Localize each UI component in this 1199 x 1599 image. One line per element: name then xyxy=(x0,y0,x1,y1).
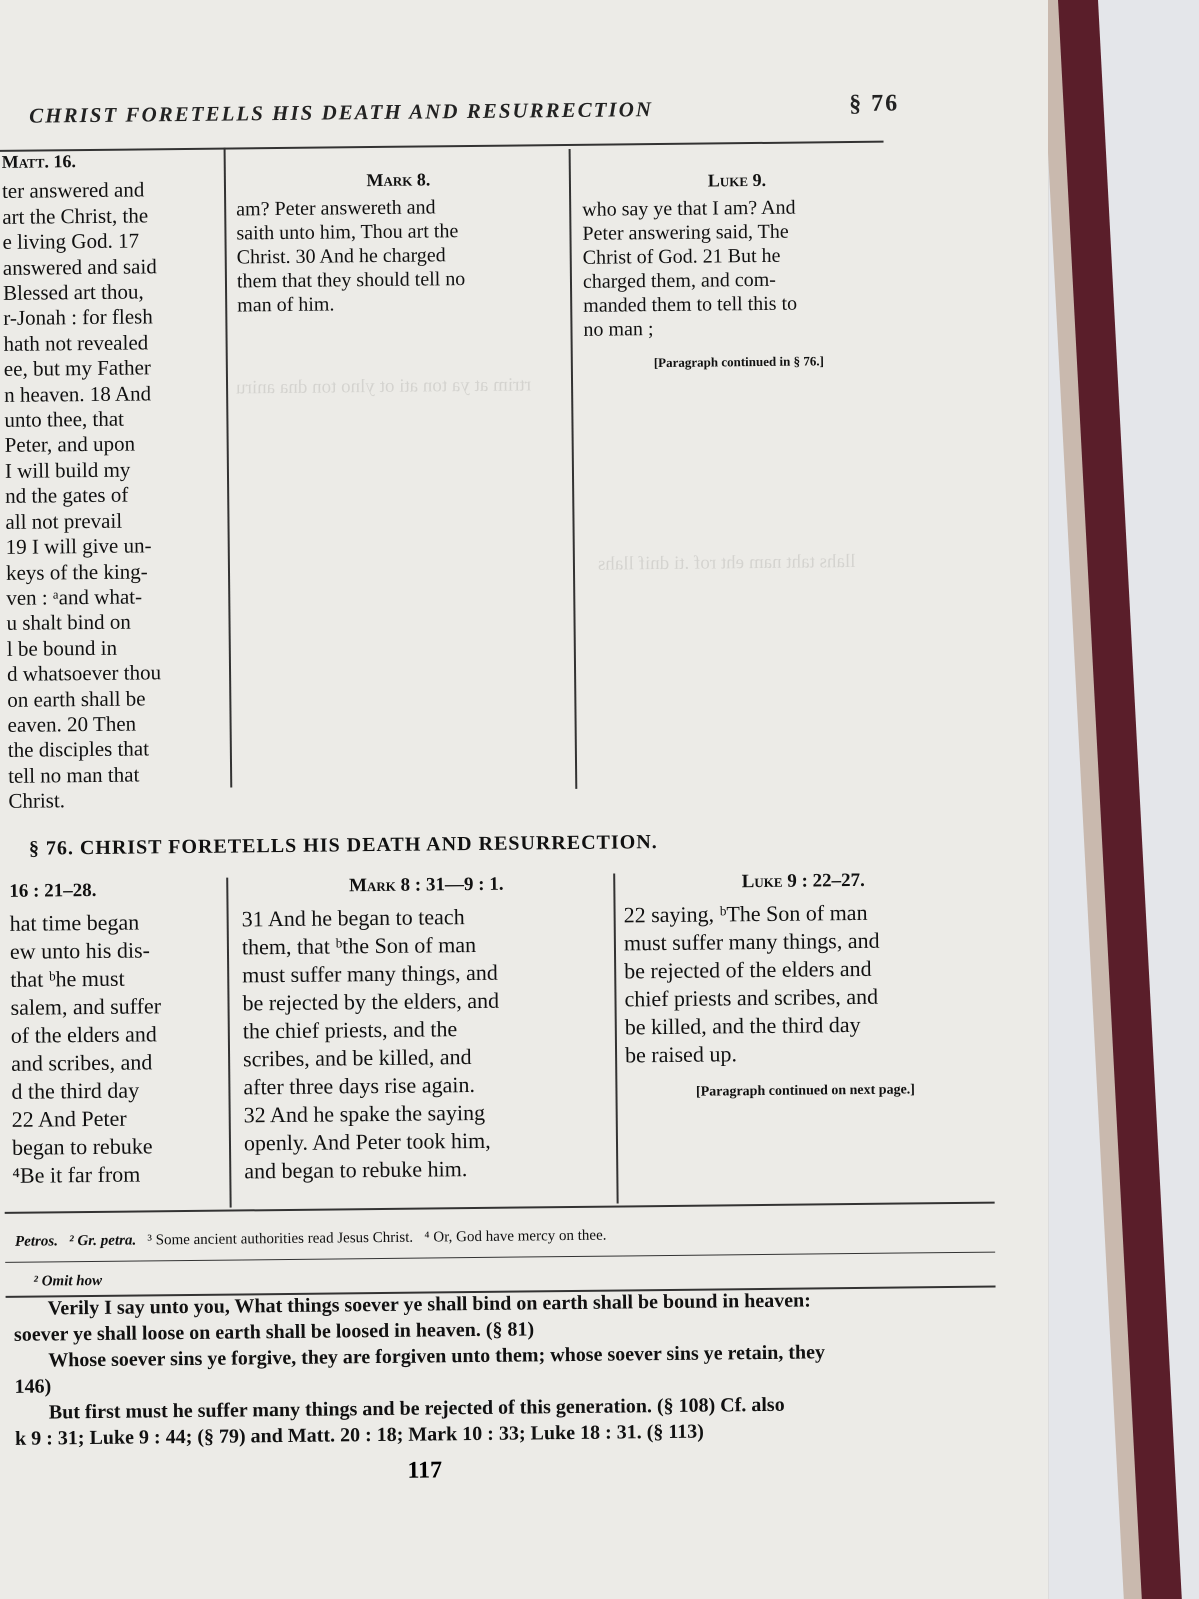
text-line: on earth shall be xyxy=(7,685,146,712)
section-title: § 76. CHRIST FORETELLS HIS DEATH AND RESURRECTION. xyxy=(28,831,658,860)
footnote-omit: ² Omit how xyxy=(33,1272,103,1290)
text-line: the disciples that xyxy=(7,736,150,763)
text-line: d the third day xyxy=(11,1077,140,1104)
reference-line: But first must he suffer many things and be rejected of this generation. (§ 108) Cf. also xyxy=(48,1393,785,1424)
reference-line: soever ye shall loose on earth shall be loosed in heaven. (§ 81) xyxy=(13,1318,535,1346)
reference-line: k 9 : 31; Luke 9 : 44; (§ 79) and Matt. 20 : 18; Mark 10 : 33; Luke 18 : 31. (§ 113) xyxy=(14,1420,705,1450)
text-line: and scribes, and xyxy=(11,1049,153,1076)
text-line: no man ; xyxy=(583,318,654,341)
text-line: ter answered and xyxy=(1,177,145,204)
text-line: l be bound in xyxy=(6,635,118,661)
text-line: 22 saying, ᵇThe Son of man xyxy=(623,899,868,928)
text-line: answered and said xyxy=(2,253,157,280)
text-line: tell no man that xyxy=(7,762,140,788)
text-line: charged them, and com- xyxy=(582,268,776,293)
column-heading: Mark 8 : 31—9 : 1. xyxy=(348,873,504,897)
column-text xyxy=(236,194,562,317)
running-head xyxy=(29,90,900,129)
text-line: ⁴Be it far from xyxy=(12,1161,141,1188)
upper-luke-column xyxy=(582,167,894,376)
text-line: be rejected of the elders and xyxy=(624,955,872,984)
text-line: openly. And Peter took him, xyxy=(243,1127,491,1156)
text-line: d whatsoever thou xyxy=(6,660,162,687)
text-line: of the elders and xyxy=(10,1021,157,1048)
column-heading: Matt. 16. xyxy=(1,151,77,172)
footnotes-line-2 xyxy=(33,1273,102,1291)
text-line: hat time began xyxy=(9,909,140,936)
bleed-through: llahs taht nam eht rof .ti dnif llahs xyxy=(597,550,856,575)
page-number: 117 xyxy=(407,1457,443,1484)
text-line: be killed, and the third day xyxy=(624,1011,861,1040)
text-line: them, that ᵇthe Son of man xyxy=(241,931,477,960)
text-line: e living God. 17 xyxy=(2,228,140,255)
text-line: r-Jonah : for flesh xyxy=(3,304,153,331)
text-line: who say ye that I am? And xyxy=(582,196,796,221)
text-line: that ᵇhe must xyxy=(10,965,125,992)
text-line: after three days rise again. xyxy=(243,1072,476,1100)
reference-line: Whose soever sins ye forgive, they are forgiven unto them; whose soever sins ye retain, they xyxy=(48,1341,826,1372)
column-divider xyxy=(569,149,578,789)
paragraph-note: [Paragraph continued in § 76.] xyxy=(653,353,824,371)
column-heading: Luke 9. xyxy=(707,169,767,191)
text-line: eaven. 20 Then xyxy=(7,711,137,737)
text-line: must suffer many things, and xyxy=(623,927,880,956)
text-line: I will build my xyxy=(4,457,131,483)
bleed-through: rtrim at ya ton ati ot ylno ton dna aniru xyxy=(235,374,532,399)
column-heading: Luke 9 : 22–27. xyxy=(741,869,865,893)
text-line: manded them to tell this to xyxy=(583,292,798,317)
text-line: art the Christ, the xyxy=(2,203,149,229)
text-line: all not prevail xyxy=(5,508,123,534)
footnote-4: ⁴ Or, God have mercy on thee. xyxy=(424,1227,607,1246)
lower-luke-column xyxy=(623,866,985,1108)
text-line: and began to rebuke him. xyxy=(244,1156,468,1184)
running-head-section: § 76 xyxy=(849,90,900,118)
text-line: hath not revealed xyxy=(3,330,149,356)
paragraph-note: [Paragraph continued on next page.] xyxy=(695,1082,916,1100)
column-heading: Mark 8. xyxy=(366,169,431,191)
text-line: man of him. xyxy=(237,293,335,317)
text-line: chief priests and scribes, and xyxy=(624,983,879,1012)
text-line: 19 I will give un- xyxy=(5,533,152,559)
lower-matthew-column xyxy=(9,876,227,1190)
column-text xyxy=(623,898,985,1070)
text-line: ew unto his dis- xyxy=(9,937,151,964)
footnote-3: ³ Some ancient authorities read Jesus Christ. xyxy=(147,1229,414,1249)
text-line: ee, but my Father xyxy=(3,355,151,382)
text-line: keys of the king- xyxy=(5,558,148,585)
column-divider xyxy=(224,148,233,788)
column-text xyxy=(10,908,228,1190)
running-head-title: CHRIST FORETELLS HIS DEATH AND RESURRECTION xyxy=(29,97,654,128)
footnotes-line-1 xyxy=(15,1228,607,1251)
footnote-rule xyxy=(5,1202,995,1214)
text-line: unto thee, that xyxy=(4,406,125,432)
text-line: 32 And he spake the saying xyxy=(243,1099,486,1128)
text-line: n heaven. 18 And xyxy=(4,381,152,407)
text-line: them that they should tell no xyxy=(236,268,466,293)
text-line: scribes, and be killed, and xyxy=(242,1044,472,1072)
text-line: u shalt bind on xyxy=(6,609,131,636)
lower-mark-column xyxy=(241,870,614,1186)
footnote-rule xyxy=(5,1252,995,1263)
text-line: 22 And Peter xyxy=(11,1105,127,1132)
text-line: am? Peter answereth and xyxy=(236,196,436,221)
reference-line: 146) xyxy=(14,1375,52,1398)
text-line: Peter answering said, The xyxy=(582,220,789,245)
text-line: be raised up. xyxy=(624,1041,738,1068)
footnote-2: ² Gr. petra. xyxy=(69,1232,137,1250)
upper-mark-column xyxy=(236,166,563,317)
text-line: the chief priests, and the xyxy=(242,1016,458,1044)
footnote-1: Petros. xyxy=(14,1233,59,1250)
text-line: salem, and suffer xyxy=(10,993,162,1020)
text-line: must suffer many things, and xyxy=(242,959,498,988)
text-line: Christ of God. 21 But he xyxy=(582,244,781,269)
text-line: began to rebuke xyxy=(11,1133,153,1160)
text-line: nd the gates of xyxy=(5,482,129,509)
text-line: Peter, and upon xyxy=(4,431,136,458)
text-line: saith unto him, Thou art the xyxy=(236,220,459,245)
text-line: ven : ᵃand what- xyxy=(6,584,143,610)
text-line: Christ. 30 And he charged xyxy=(236,244,446,269)
reference-line: Verily I say unto you, What things soever ye shall bind on earth shall be bound in heaven: xyxy=(47,1289,811,1320)
cross-references xyxy=(14,1285,1016,1451)
text-line: be rejected by the elders, and xyxy=(242,987,500,1016)
column-heading: 16 : 21–28. xyxy=(9,879,97,902)
text-line: Blessed art thou, xyxy=(2,279,144,305)
text-line: 31 And he began to teach xyxy=(241,904,465,932)
column-text xyxy=(2,177,224,814)
text-line: Christ. xyxy=(8,788,66,814)
column-text xyxy=(241,902,614,1186)
upper-matthew-column xyxy=(2,148,224,815)
column-text xyxy=(582,195,893,342)
